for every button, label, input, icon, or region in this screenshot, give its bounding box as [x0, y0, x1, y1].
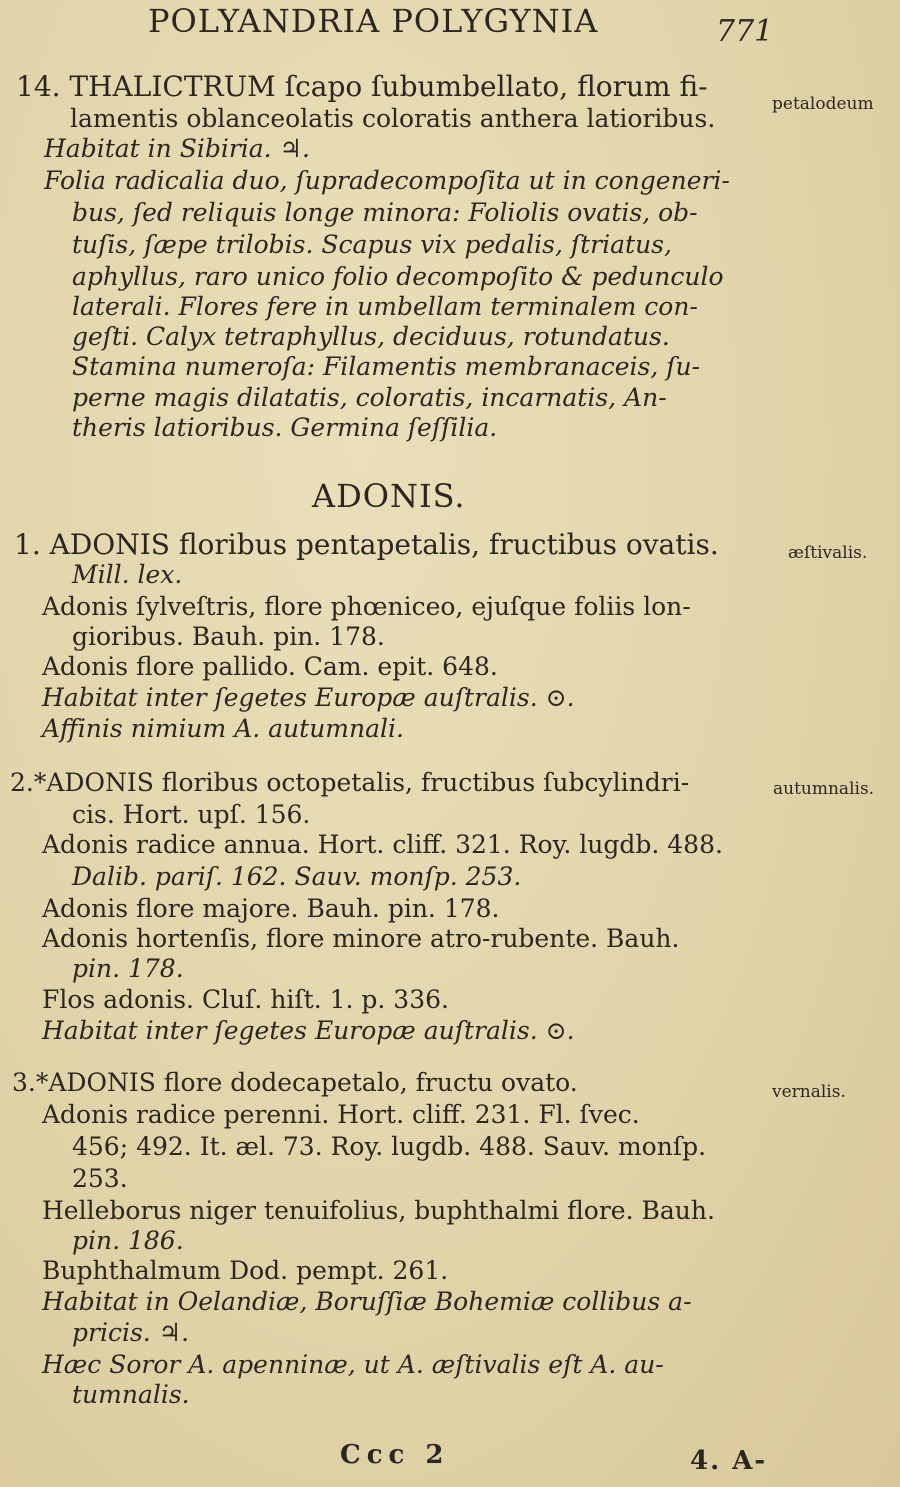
adonis1-line-6: Affinis nimium A. autumnali.	[42, 714, 404, 743]
thalictrum-heading: 14. THALICTRUM ſcapo ſubumbellato, florum fi-	[16, 70, 708, 103]
adonis3-line-1: Adonis radice perenni. Hort. cliff. 231. Fl. ſvec.	[42, 1100, 640, 1129]
adonis1-line-4: Adonis flore pallido. Cam. epit. 648.	[42, 652, 498, 681]
adonis1-line-3: gioribus. Bauh. pin. 178.	[72, 622, 385, 651]
adonis2-line-0: 2.*ADONIS floribus octopetalis, fructibus ſubcylindri-	[10, 768, 690, 797]
running-title: POLYANDRIA POLYGYNIA	[148, 2, 599, 40]
thalictrum-line2: lamentis oblanceolatis coloratis anthera latioribus.	[70, 104, 716, 133]
adonis3-line-5: pin. 186.	[72, 1226, 184, 1255]
thalictrum-desc-2: tuſis, ſæpe trilobis. Scapus vix pedalis, ſtriatus,	[72, 230, 672, 259]
adonis2-line-3: Dalib. pariſ. 162. Sauv. monſp. 253.	[72, 862, 522, 891]
margin-note-aestivalis: æſtivalis.	[788, 543, 868, 563]
adonis2-line-4: Adonis flore majore. Bauh. pin. 178.	[42, 894, 500, 923]
thalictrum-desc-8: theris latioribus. Germina ſeſſilia.	[72, 413, 498, 442]
adonis3-line-10: tumnalis.	[72, 1380, 190, 1409]
section-title-adonis: ADONIS.	[312, 477, 466, 515]
thalictrum-desc-7: perne magis dilatatis, coloratis, incarnatis, An-	[72, 383, 667, 412]
margin-note-vernalis: vernalis.	[772, 1082, 846, 1102]
margin-note-autumnalis: autumnalis.	[773, 779, 875, 799]
adonis1-line-2: Adonis ſylveſtris, flore phœniceo, ejuſque foliis lon-	[42, 592, 691, 621]
thalictrum-desc-4: laterali. Flores fere in umbellam terminalem con-	[72, 292, 698, 321]
adonis3-line-7: Habitat in Oelandiæ, Boruſſiæ Bohemiæ collibus a-	[42, 1287, 692, 1316]
adonis3-line-8: pricis. ♃.	[72, 1318, 190, 1347]
catchword: 4. A-	[690, 1446, 768, 1476]
page-number: 771	[716, 14, 774, 49]
signature-mark: Ccc 2	[340, 1440, 450, 1470]
thalictrum-desc-3: aphyllus, raro unico folio decompoſito & pedunculo	[72, 262, 724, 291]
thalictrum-desc-1: bus, ſed reliquis longe minora: Foliolis ovatis, ob-	[72, 198, 698, 227]
thalictrum-desc-6: Stamina numeroſa: Filamentis membranaceis, ſu-	[72, 352, 701, 381]
adonis1-line-1: Mill. lex.	[72, 560, 183, 589]
adonis3-line-0: 3.*ADONIS flore dodecapetalo, fructu ovato.	[12, 1068, 578, 1097]
adonis3-line-6: Buphthalmum Dod. pempt. 261.	[42, 1256, 449, 1285]
adonis2-line-2: Adonis radice annua. Hort. cliff. 321. Roy. lugdb. 488.	[42, 830, 723, 859]
thalictrum-desc-5: geſti. Calyx tetraphyllus, deciduus, rotundatus.	[72, 322, 670, 351]
adonis2-line-5: Adonis hortenſis, flore minore atro-rubente. Bauh.	[42, 924, 680, 953]
thalictrum-habitat: Habitat in Sibiria. ♃.	[44, 134, 310, 163]
margin-note-petalodeum: petalodeum	[772, 94, 874, 114]
adonis3-line-2: 456; 492. It. æl. 73. Roy. lugdb. 488. Sauv. monſp.	[72, 1132, 707, 1161]
adonis1-line-5: Habitat inter ſegetes Europæ auſtralis. ⊙.	[42, 683, 575, 712]
adonis3-line-4: Helleborus niger tenuifolius, buphthalmi flore. Bauh.	[42, 1196, 715, 1225]
adonis1-line-0: 1. ADONIS floribus pentapetalis, fructibus ovatis.	[14, 528, 719, 561]
adonis2-line-7: Flos adonis. Cluſ. hiſt. 1. p. 336.	[42, 985, 449, 1014]
adonis2-line-6: pin. 178.	[72, 954, 184, 983]
adonis3-line-9: Hæc Soror A. apenninæ, ut A. æſtivalis eſt A. au-	[42, 1350, 664, 1379]
adonis2-line-1: cis. Hort. upſ. 156.	[72, 800, 311, 829]
adonis3-line-3: 253.	[72, 1164, 128, 1193]
thalictrum-desc-0: Folia radicalia duo, ſupradecompoſita ut in congeneri-	[44, 166, 730, 195]
adonis2-line-8: Habitat inter ſegetes Europæ auſtralis. ⊙.	[42, 1016, 575, 1045]
